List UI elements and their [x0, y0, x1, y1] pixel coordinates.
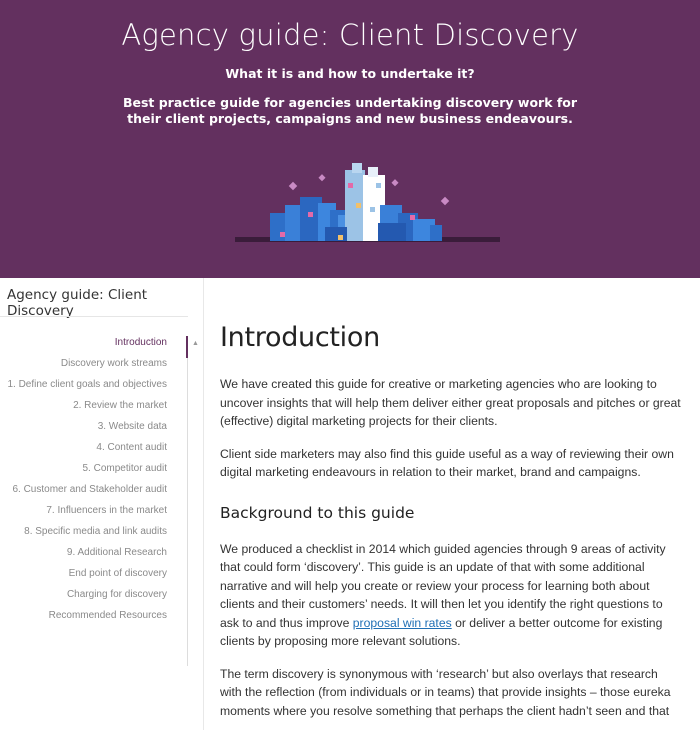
- sidebar-title: Agency guide: Client Discovery: [7, 287, 148, 319]
- checklist-paragraph: [220, 540, 682, 651]
- toc-list: [0, 336, 172, 630]
- discovery-definition-paragraph: The term discovery is synonymous with ‘research’ but also overlays that research with the reflection (from individuals or in teams) that provide insights – those eureka moments where you resolve something that perhaps the client hadn’t seen and that: [220, 666, 671, 718]
- article-content: [220, 322, 682, 734]
- toc-scroll-up-icon[interactable]: ▲: [192, 340, 199, 347]
- toc-item-media-link-audits[interactable]: 8. Specific media and link audits: [24, 526, 167, 537]
- toc-item-charging[interactable]: Charging for discovery: [66, 589, 167, 600]
- toc-item-content-audit[interactable]: 4. Content audit: [96, 442, 167, 453]
- hero-description: Best practice guide for agencies undertaking discovery work for their client projects, campaigns and new business endeavours.: [122, 95, 578, 126]
- city-skyline-illustration-icon: [230, 155, 505, 250]
- toc-item-additional-research[interactable]: 9. Additional Research: [66, 547, 167, 558]
- background-subheading: Background to this guide: [220, 503, 415, 522]
- toc-item-introduction[interactable]: Introduction: [114, 337, 167, 348]
- sidebar-border: [203, 278, 204, 730]
- toc-scroll-indicator[interactable]: [186, 336, 188, 358]
- toc-item-discovery-work-streams[interactable]: Discovery work streams: [60, 358, 167, 369]
- hero-banner: [0, 0, 700, 278]
- sidebar-divider: [0, 316, 188, 317]
- toc-item-define-client-goals[interactable]: 1. Define client goals and objectives: [7, 379, 167, 390]
- proposal-win-rates-link[interactable]: proposal win rates: [352, 615, 452, 630]
- section-heading: Introduction: [220, 322, 380, 353]
- toc-item-review-the-market[interactable]: 2. Review the market: [73, 400, 167, 411]
- hero-subtitle: What it is and how to undertake it?: [225, 66, 475, 81]
- hero-title: Agency guide: Client Discovery: [121, 18, 579, 52]
- toc-item-customer-stakeholder-audit[interactable]: 6. Customer and Stakeholder audit: [12, 484, 167, 495]
- checklist-text: We produced a checklist in 2014 which guided agencies through 9 areas of activity that could form ‘discovery’. This guide is an update of that with some additional narrative and will help you create or review your process for learning both about clients and their customers’ needs. It will then let you identify the right questions to ask to and thus improve: [220, 541, 666, 630]
- toc-item-website-data[interactable]: 3. Website data: [97, 421, 167, 432]
- toc-item-competitor-audit[interactable]: 5. Competitor audit: [82, 463, 167, 474]
- table-of-contents-sidebar: [0, 278, 204, 730]
- client-side-paragraph: Client side marketers may also find this guide useful as a way of reviewing their own digital marketing endeavours in relation to their market, brand and campaigns.: [220, 446, 674, 479]
- toc-item-influencers[interactable]: 7. Influencers in the market: [46, 505, 167, 516]
- toc-item-recommended-resources[interactable]: Recommended Resources: [48, 610, 167, 621]
- toc-scrollbar[interactable]: [187, 336, 188, 666]
- checklist-text-end: or deliver a better outcome for existing clients by proposing more relevant solutions.: [220, 615, 663, 648]
- toc-item-end-point[interactable]: End point of discovery: [68, 568, 167, 579]
- intro-paragraph: We have created this guide for creative or marketing agencies who are looking to uncover insights that will help them deliver either great proposals and pitches or great (effective) digital marketing projects for their clients.: [220, 377, 681, 428]
